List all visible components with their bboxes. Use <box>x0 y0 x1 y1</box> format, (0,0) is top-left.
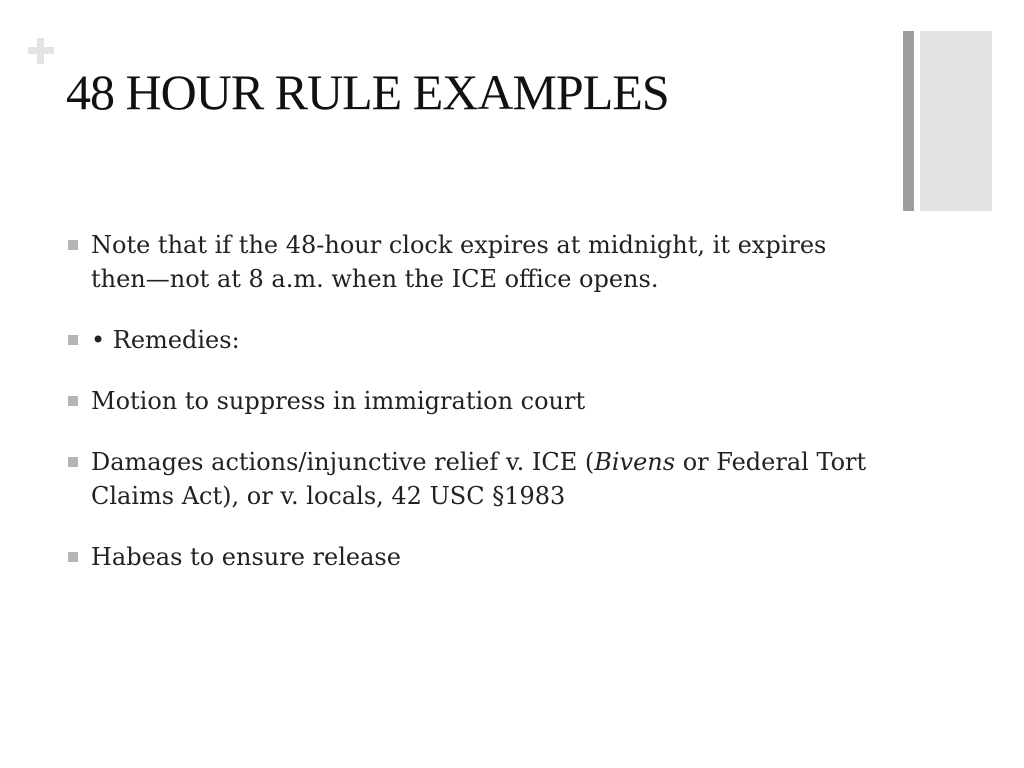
bullet-text-part: Damages actions/injunctive relief v. ICE ( <box>91 448 595 476</box>
bullet-item <box>66 445 886 513</box>
bullet-text: Motion to suppress in immigration court <box>91 387 586 415</box>
plus-icon <box>26 36 56 66</box>
square-bullet-icon <box>68 552 78 562</box>
square-bullet-icon <box>68 396 78 406</box>
bullet-item <box>66 384 886 418</box>
square-bullet-icon <box>68 335 78 345</box>
bullet-text: Note that if the 48-hour clock expires at midnight, it expires then—not at 8 a.m. when the ICE office opens. <box>91 231 827 293</box>
bullet-item <box>66 228 886 296</box>
bullet-text: • Remedies: <box>91 326 240 354</box>
slide-title: 48 HOUR RULE EXAMPLES <box>66 64 669 120</box>
bullet-text-part: or Federal Tort Claims Act), or v. locals, 42 USC §1983 <box>91 448 867 510</box>
square-bullet-icon <box>68 240 78 250</box>
bullet-text: Habeas to ensure release <box>91 543 401 571</box>
bullet-item <box>66 540 886 574</box>
accent-bar-light <box>920 31 992 211</box>
case-name-italic: Bivens <box>594 448 676 476</box>
bullet-item <box>66 323 886 357</box>
square-bullet-icon <box>68 457 78 467</box>
accent-bar-dark <box>903 31 914 211</box>
bullet-text <box>91 448 866 510</box>
bullet-list <box>66 228 886 601</box>
